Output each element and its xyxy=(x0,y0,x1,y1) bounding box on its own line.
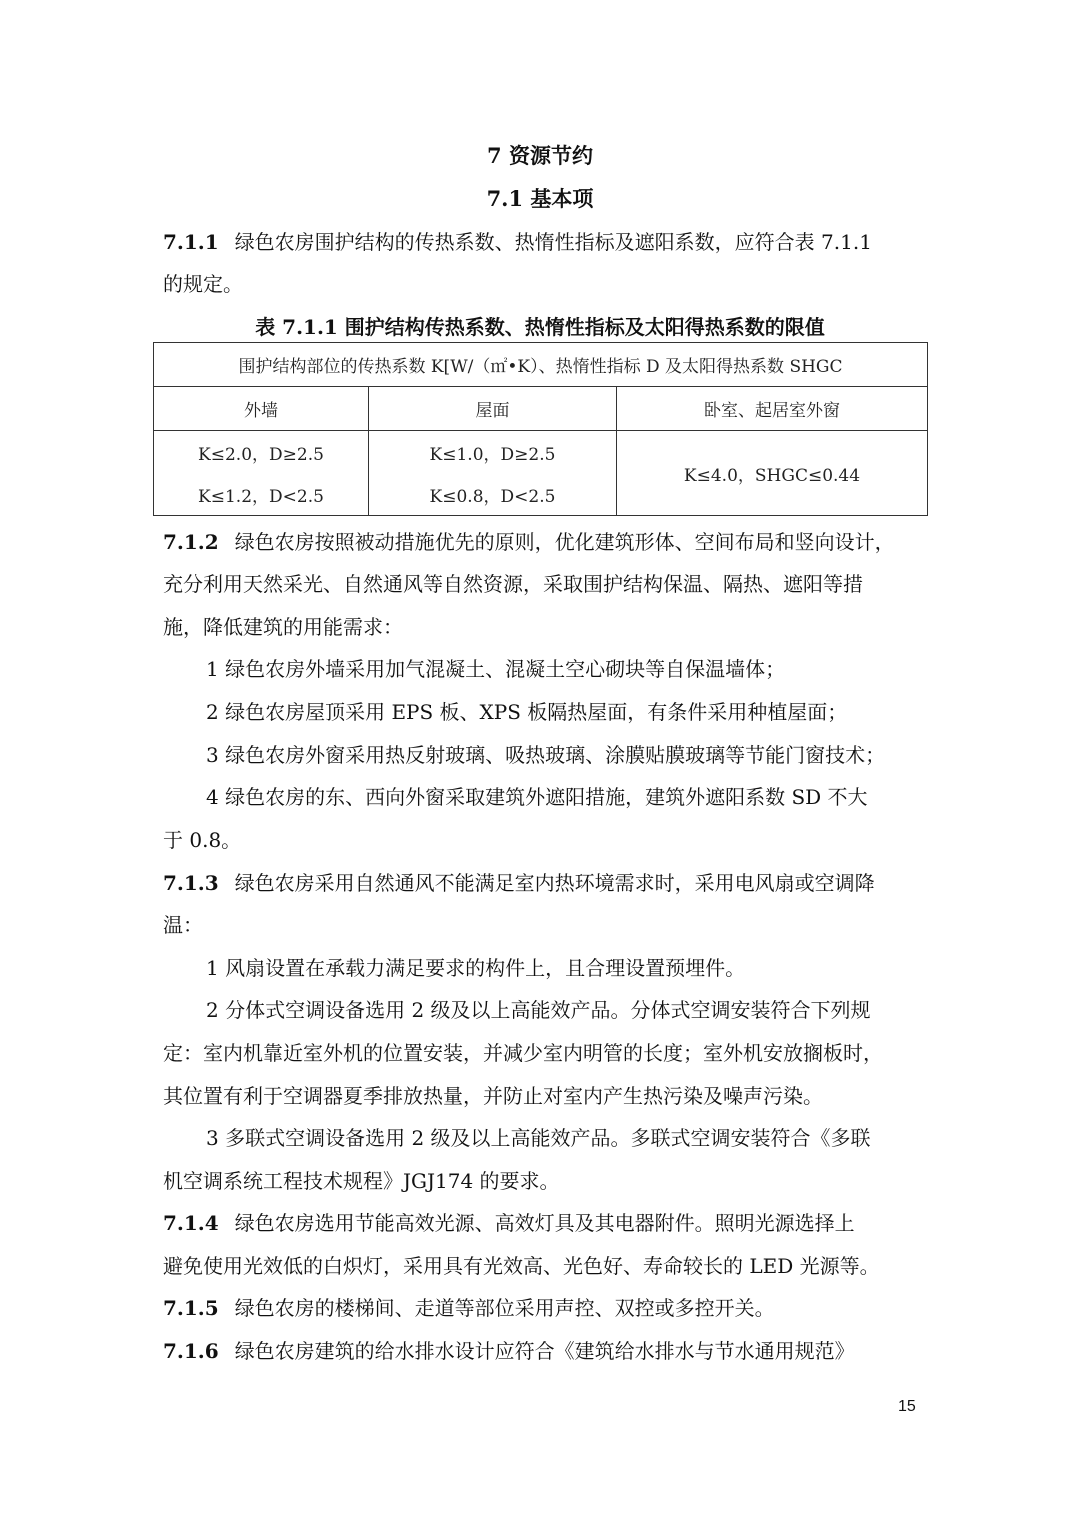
clause-text: 绿色农房的楼梯间、走道等部位采用声控、双控或多控开关。 xyxy=(234,1296,775,1320)
list-item-continued: 其位置有利于空调器夏季排放热量，并防止对室内产生热污染及噪声污染。 xyxy=(163,1084,823,1108)
clause-number: 7.1.5 xyxy=(163,1296,219,1320)
clause-number: 7.1.1 xyxy=(163,230,219,254)
page-number: 15 xyxy=(898,1398,916,1415)
section-title: 7.1 基本项 xyxy=(486,186,594,211)
clause-7-1-2 xyxy=(163,526,895,555)
clause-7-1-5 xyxy=(163,1292,775,1321)
clause-text: 绿色农房围护结构的传热系数、热惰性指标及遮阳系数，应符合表 7.1.1 xyxy=(234,230,872,254)
clause-text-line: 的规定。 xyxy=(163,272,243,296)
limit-values-table xyxy=(153,342,928,516)
column-header-wall: 外墙 xyxy=(154,387,369,431)
roof-value: K≤0.8，D<2.5 xyxy=(429,486,556,507)
clause-text-line: 避免使用光效低的白炽灯，采用具有光效高、光色好、寿命较长的 LED 光源等。 xyxy=(163,1254,880,1278)
list-item: 3 多联式空调设备选用 2 级及以上高能效产品。多联式空调安装符合《多联 xyxy=(206,1126,871,1150)
clause-text: 绿色农房建筑的给水排水设计应符合《建筑给水排水与节水通用规范》 xyxy=(234,1339,855,1363)
table-header-cell: 围护结构部位的传热系数 K[W/（㎡•K）、热惰性指标 D 及太阳得热系数 SHGC xyxy=(154,343,928,387)
roof-value: K≤1.0，D≥2.5 xyxy=(429,444,556,465)
clause-text-line: 温： xyxy=(163,913,203,937)
wall-value: K≤2.0，D≥2.5 xyxy=(198,444,324,465)
wall-values-cell xyxy=(154,431,369,516)
roof-values-cell xyxy=(369,431,617,516)
clause-7-1-6 xyxy=(163,1335,855,1364)
chapter-title: 7 资源节约 xyxy=(487,143,593,168)
column-header-roof: 屋面 xyxy=(369,387,617,431)
list-item-continued: 机空调系统工程技术规程》JGJ174 的要求。 xyxy=(163,1169,560,1193)
list-item-continued: 定：室内机靠近室外机的位置安装，并减少室内明管的长度；室外机安放搁板时， xyxy=(163,1041,883,1065)
clause-number: 7.1.4 xyxy=(163,1211,219,1235)
clause-text-line: 施，降低建筑的用能需求： xyxy=(163,615,403,639)
clause-7-1-1 xyxy=(163,226,872,255)
clause-number: 7.1.6 xyxy=(163,1339,219,1363)
list-item: 4 绿色农房的东、西向外窗采取建筑外遮阳措施，建筑外遮阳系数 SD 不大 xyxy=(206,785,868,809)
list-item: 2 分体式空调设备选用 2 级及以上高能效产品。分体式空调安装符合下列规 xyxy=(206,998,871,1022)
clause-text: 绿色农房按照被动措施优先的原则，优化建筑形体、空间布局和竖向设计， xyxy=(234,530,895,554)
list-item: 2 绿色农房屋顶采用 EPS 板、XPS 板隔热屋面，有条件采用种植屋面； xyxy=(206,700,848,724)
clause-7-1-3 xyxy=(163,867,875,896)
wall-value: K≤1.2，D<2.5 xyxy=(198,486,324,507)
clause-text: 绿色农房采用自然通风不能满足室内热环境需求时，采用电风扇或空调降 xyxy=(234,871,875,895)
window-value-cell: K≤4.0，SHGC≤0.44 xyxy=(617,431,928,516)
clause-number: 7.1.3 xyxy=(163,871,219,895)
table-caption: 表 7.1.1 围护结构传热系数、热惰性指标及太阳得热系数的限值 xyxy=(255,315,825,339)
clause-text-line: 充分利用天然采光、自然通风等自然资源，采取围护结构保温、隔热、遮阳等措 xyxy=(163,572,863,596)
clause-7-1-4 xyxy=(163,1207,855,1236)
clause-number: 7.1.2 xyxy=(163,530,219,554)
list-item-continued: 于 0.8。 xyxy=(163,828,242,852)
list-item: 3 绿色农房外窗采用热反射玻璃、吸热玻璃、涂膜贴膜玻璃等节能门窗技术； xyxy=(206,743,886,767)
clause-text: 绿色农房选用节能高效光源、高效灯具及其电器附件。照明光源选择上 xyxy=(234,1211,855,1235)
column-header-window: 卧室、起居室外窗 xyxy=(617,387,928,431)
list-item: 1 绿色农房外墙采用加气混凝土、混凝土空心砌块等自保温墙体； xyxy=(206,657,786,681)
list-item: 1 风扇设置在承载力满足要求的构件上，且合理设置预埋件。 xyxy=(206,956,746,980)
